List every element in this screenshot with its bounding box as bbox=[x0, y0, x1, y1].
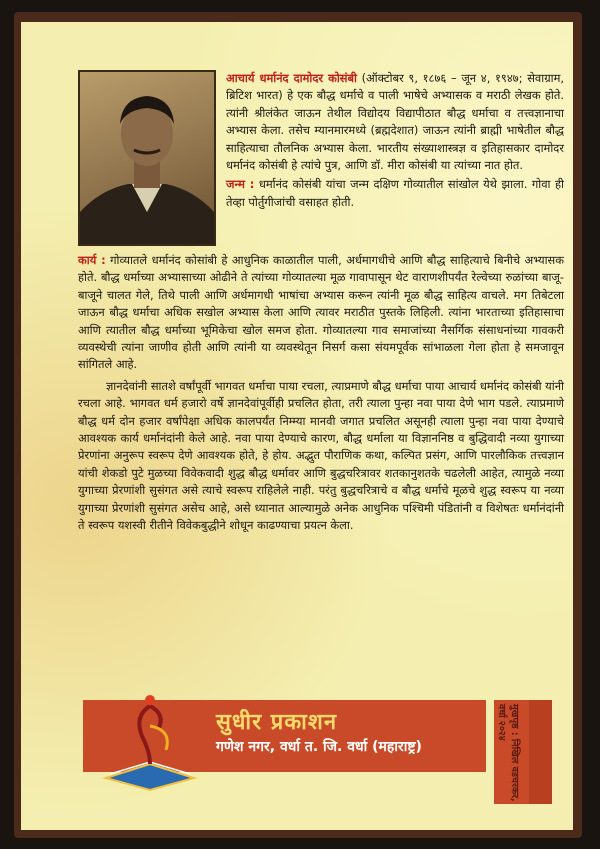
birth-label: जन्म : bbox=[226, 177, 255, 192]
publisher-logo-icon bbox=[96, 686, 204, 798]
paragraph-2: ज्ञानदेवांनी सातशे वर्षांपूर्वी भागवत धर्माचा पाया रचला, त्याप्रमाणे बौद्ध धर्माचा पाया आचार्य धर्मानंद कोसंबी यांनी रचला आहे. भागवत धर्म हजारो वर्षे ज्ञानदेवांपूर्वीही प्रचलित होता, तरी त्याला पुन्हा नवा पाया देणे भाग पडले. त्याप्रमाणे बौद्ध धर्म दोन हजार वर्षांपेक्षा अधिक कालपर्यंत निम्म्या मानवी जगात प्रचलित असूनही त्याला पुन्हा नवा पाया देण्याचे आवश्यक कार्य धर्मानंदांनी केले आहे. नवा पाया देण्याचे कारण, बौद्ध धर्माला या विज्ञाननिष्ठ व बुद्धिवादी नव्या युगाच्या प्रेरणांना अनुरूप स्वरूप देणे आवश्यक होते, हे होय. अद्भुत पौराणिक कथा, कल्पित प्रसंग, आणि पारलौकिक तत्त्वज्ञान यांची शेकडो पुटे मुळच्या विवेकवादी शुद्ध बौद्ध धर्मावर आणि बुद्धचरित्रावर शतकानुशतके चढलेली आहेत, त्यामुळे नव्या युगाच्या प्रेरणांशी सुसंगत असे त्याचे स्वरूप राहिलेले नाही. परंतु बुद्धचरित्राचे व बौद्ध धर्माचे मूळचे शुद्ध स्वरूप या नव्या युगाच्या प्रेरणांशी सुसंगत असेच आहे, असे ध्यानात आल्यामुळे अनेक आधुनिक पश्चिमी पंडितांनी व विशेषतः धर्मानंदांनी ते स्वरूप यशस्वी रीतीने विवेकबुद्धीने शोधून काढण्याचा प्रयत्न केला. bbox=[78, 378, 564, 533]
publisher-name: सुधीर प्रकाशन bbox=[216, 710, 338, 735]
bio-intro bbox=[226, 70, 564, 211]
work-label: कार्य : bbox=[78, 253, 106, 267]
bio-summary: (ऑक्टोबर ९, १८७६ – जून ४, १९४७; सेवाग्राम, ब्रिटिश भारत) हे एक बौद्ध धर्माचे व पाली भाषेचे अभ्यासक व मराठी लेखक होते. त्यांनी श्रीलंकेत जाऊन तेथील विद्योदय विद्यापीठात बौद्ध धर्माचा व तत्त्वज्ञानाचा अभ्यास केला. तसेच म्यानमारमध्ये (ब्रह्मदेशात) जाऊन त्यांनी ब्राह्मी भाषेतील बौद्ध साहित्याचा तौलनिक अभ्यास केला. भारतीय संख्याशास्त्रज्ञ व इतिहासकार दामोदर धर्मानंद कोसंबी हे त्यांचे पुत्र, आणि डॉ. मीरा कोसंबी या त्यांच्या नात होत. bbox=[226, 71, 564, 173]
spine-strip bbox=[529, 700, 552, 804]
birth-text: धर्मानंद कोसंबी यांचा जन्म दक्षिण गोव्यातील सांखोल येथे झाला. गोवा ही तेव्हा पोर्तुगीजांची वसाहत होती. bbox=[226, 177, 565, 209]
bio-body bbox=[78, 252, 564, 535]
publisher-address: गणेश नगर, वर्धा त. जि. वर्धा (महाराष्ट्र) bbox=[216, 739, 422, 755]
author-name: आचार्य धर्मानंद दामोदर कोसंबी bbox=[226, 71, 357, 85]
cover-credit: मुखपृष्ठ : निखिल वडचरकर, वर्धा २०२४ bbox=[496, 704, 520, 802]
author-portrait bbox=[78, 70, 216, 246]
work-text: गोव्यातले धर्मानंद कोसांबी हे आधुनिक काळातील पाली, अर्धमागधीचे आणि बौद्ध साहित्याचे बिनीचे अभ्यासक होते. बौद्ध धर्माच्या अभ्यासाच्या ओढीने ते त्यांच्या गोव्यातल्या मूळ गावापासून थेट वाराणशीपर्यंत रेल्वेच्या रुळांच्या बाजू- बाजूने चालत गेले, तिथे पाली आणि अर्धमागधी भाषांचा अभ्यास करून त्यांनी मूळ बौद्ध साहित्य वाचले. मग तिबेटला जाऊन बौद्ध धर्माचा अधिक सखोल अभ्यास केला आणि त्यावर मराठीत पुस्तके लिहिली. त्यांना भारताच्या इतिहासाचा आणि त्यातील बौद्ध धर्माच्या भूमिकेचा खोल समज होता. गोव्यातल्या गाव समाजांच्या नैसर्गिक संसाधनांच्या गावकरी व्यवस्थेची त्यांना जाणीव होती आणि त्यांनी या व्यवस्थेतून निसर्ग कसा संयमपूर्वक सांभाळला गेला होता हे समजावून सांगितले आहे. bbox=[78, 253, 564, 372]
